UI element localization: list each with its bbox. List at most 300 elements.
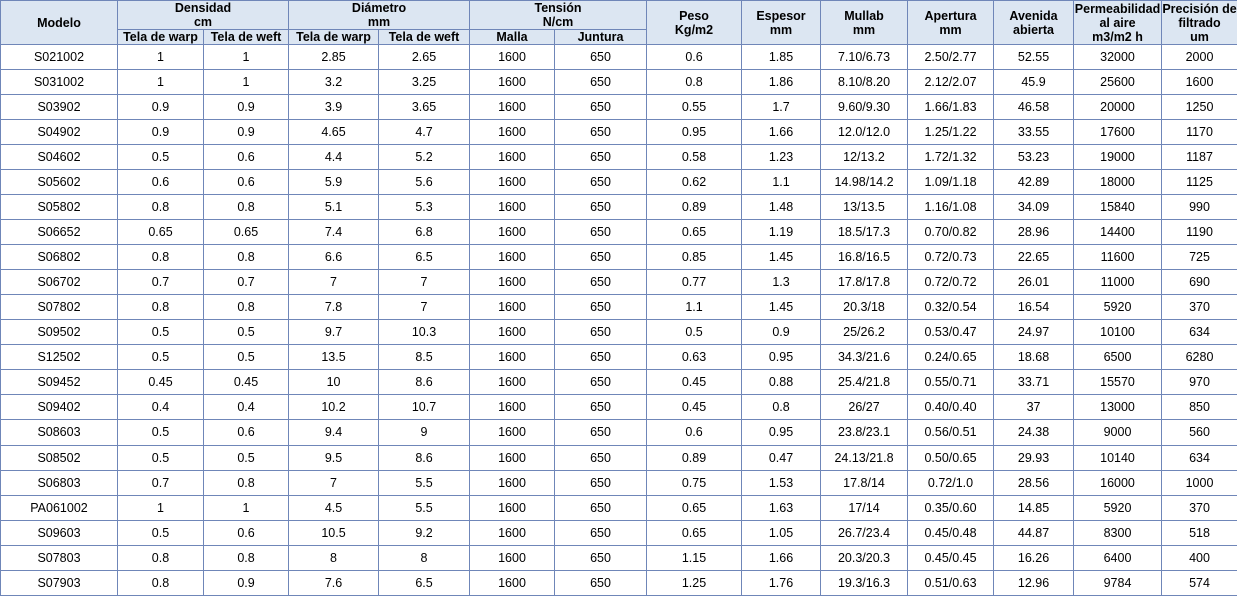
cell-diamweft: 3.65 [379,95,470,120]
cell-dweft: 0.8 [204,545,289,570]
cell-malla: 1600 [470,95,555,120]
cell-modelo: S06803 [1,470,118,495]
header-tension [470,1,647,30]
cell-apertura: 0.72/1.0 [908,470,994,495]
cell-espesor: 0.47 [742,445,821,470]
cell-malla: 1600 [470,245,555,270]
cell-juntura: 650 [555,445,647,470]
cell-espesor: 1.63 [742,495,821,520]
cell-espesor: 1.45 [742,295,821,320]
cell-avenida: 16.54 [994,295,1074,320]
cell-precision: 574 [1162,570,1237,595]
cell-dwarp: 0.65 [118,220,204,245]
cell-mullab: 14.98/14.2 [821,170,908,195]
cell-dwarp: 0.8 [118,245,204,270]
cell-malla: 1600 [470,145,555,170]
header-densidad-weft: Tela de weft [204,30,289,45]
cell-permeab: 15840 [1074,195,1162,220]
cell-diamwarp: 3.9 [289,95,379,120]
cell-diamwarp: 7 [289,270,379,295]
cell-apertura: 1.09/1.18 [908,170,994,195]
cell-malla: 1600 [470,270,555,295]
header-modelo: Modelo [1,1,118,45]
cell-malla: 1600 [470,70,555,95]
cell-peso: 0.58 [647,145,742,170]
cell-modelo: S09402 [1,395,118,420]
cell-dweft: 0.8 [204,470,289,495]
header-densidad-title: Densidad [174,1,232,15]
cell-diamweft: 8 [379,545,470,570]
cell-dwarp: 0.6 [118,170,204,195]
cell-juntura: 650 [555,345,647,370]
cell-juntura: 650 [555,370,647,395]
cell-espesor: 1.66 [742,120,821,145]
cell-diamweft: 8.6 [379,445,470,470]
cell-dwarp: 0.8 [118,545,204,570]
cell-peso: 0.5 [647,320,742,345]
cell-mullab: 8.10/8.20 [821,70,908,95]
cell-mullab: 17/14 [821,495,908,520]
cell-mullab: 26.7/23.4 [821,520,908,545]
cell-dweft: 0.9 [204,570,289,595]
cell-precision: 1000 [1162,470,1237,495]
cell-modelo: S06652 [1,220,118,245]
cell-modelo: S03902 [1,95,118,120]
cell-espesor: 1.1 [742,170,821,195]
cell-diamwarp: 10.5 [289,520,379,545]
table-row [1,545,1237,570]
cell-precision: 1250 [1162,95,1237,120]
cell-mullab: 17.8/17.8 [821,270,908,295]
cell-diamweft: 4.7 [379,120,470,145]
header-espesor-title: Espesor [756,8,806,23]
cell-diamwarp: 2.85 [289,45,379,70]
cell-mullab: 13/13.5 [821,195,908,220]
cell-peso: 0.89 [647,445,742,470]
header-tension-unit: N/cm [542,15,574,29]
cell-juntura: 650 [555,195,647,220]
cell-diamweft: 5.5 [379,470,470,495]
cell-espesor: 1.45 [742,245,821,270]
cell-juntura: 650 [555,220,647,245]
cell-modelo: S07803 [1,545,118,570]
cell-juntura: 650 [555,520,647,545]
cell-avenida: 45.9 [994,70,1074,95]
cell-precision: 1125 [1162,170,1237,195]
table-row [1,170,1237,195]
header-peso-title: Peso [679,8,709,23]
cell-permeab: 19000 [1074,145,1162,170]
cell-modelo: S09452 [1,370,118,395]
cell-juntura: 650 [555,70,647,95]
cell-dwarp: 0.5 [118,420,204,445]
cell-dwarp: 0.7 [118,270,204,295]
cell-precision: 6280 [1162,345,1237,370]
cell-peso: 1.15 [647,545,742,570]
header-densidad [118,1,289,30]
header-diametro-weft: Tela de weft [379,30,470,45]
cell-permeab: 14400 [1074,220,1162,245]
cell-avenida: 14.85 [994,495,1074,520]
cell-permeab: 10100 [1074,320,1162,345]
cell-peso: 0.65 [647,220,742,245]
cell-espesor: 1.05 [742,520,821,545]
cell-espesor: 0.95 [742,345,821,370]
cell-mullab: 12.0/12.0 [821,120,908,145]
table-row [1,270,1237,295]
header-precision [1162,1,1237,45]
cell-juntura: 650 [555,570,647,595]
cell-modelo: S04902 [1,120,118,145]
cell-permeab: 5920 [1074,295,1162,320]
cell-dweft: 1 [204,495,289,520]
header-mullab [821,1,908,45]
cell-dwarp: 0.4 [118,395,204,420]
cell-peso: 0.77 [647,270,742,295]
cell-malla: 1600 [470,445,555,470]
cell-espesor: 1.23 [742,145,821,170]
cell-apertura: 1.72/1.32 [908,145,994,170]
cell-peso: 0.45 [647,370,742,395]
cell-apertura: 1.66/1.83 [908,95,994,120]
cell-avenida: 18.68 [994,345,1074,370]
cell-permeab: 6500 [1074,345,1162,370]
cell-diamwarp: 13.5 [289,345,379,370]
table-row [1,45,1237,70]
header-precision-title: Precisión de filtrado [1162,1,1237,30]
cell-precision: 850 [1162,395,1237,420]
cell-espesor: 1.48 [742,195,821,220]
header-tension-malla: Malla [470,30,555,45]
cell-avenida: 33.55 [994,120,1074,145]
cell-espesor: 1.85 [742,45,821,70]
cell-dweft: 0.8 [204,195,289,220]
header-densidad-warp: Tela de warp [118,30,204,45]
cell-espesor: 1.7 [742,95,821,120]
cell-espesor: 1.3 [742,270,821,295]
cell-juntura: 650 [555,245,647,270]
header-precision-unit: um [1190,29,1209,44]
cell-espesor: 1.53 [742,470,821,495]
cell-modelo: S021002 [1,45,118,70]
cell-malla: 1600 [470,195,555,220]
cell-permeab: 13000 [1074,395,1162,420]
cell-apertura: 0.32/0.54 [908,295,994,320]
cell-dweft: 0.5 [204,445,289,470]
cell-diamwarp: 7.8 [289,295,379,320]
cell-apertura: 0.72/0.73 [908,245,994,270]
header-apertura [908,1,994,45]
table-row [1,70,1237,95]
cell-avenida: 28.56 [994,470,1074,495]
cell-mullab: 24.13/21.8 [821,445,908,470]
cell-diamwarp: 5.9 [289,170,379,195]
header-diametro-warp: Tela de warp [289,30,379,45]
cell-modelo: PA061002 [1,495,118,520]
cell-malla: 1600 [470,295,555,320]
cell-diamweft: 5.2 [379,145,470,170]
table-row [1,345,1237,370]
cell-malla: 1600 [470,220,555,245]
cell-apertura: 0.24/0.65 [908,345,994,370]
cell-malla: 1600 [470,45,555,70]
cell-dweft: 0.5 [204,345,289,370]
header-avenida-title: Avenida abierta [1009,8,1058,37]
cell-diamweft: 6.5 [379,570,470,595]
cell-avenida: 22.65 [994,245,1074,270]
cell-avenida: 42.89 [994,170,1074,195]
cell-espesor: 1.86 [742,70,821,95]
header-mullab-title: Mullab [844,8,884,23]
table-row [1,570,1237,595]
header-permeabilidad-title: Permeabilidad al aire [1074,1,1161,30]
cell-diamweft: 5.5 [379,495,470,520]
cell-diamwarp: 6.6 [289,245,379,270]
cell-avenida: 44.87 [994,520,1074,545]
cell-juntura: 650 [555,120,647,145]
cell-dweft: 0.6 [204,420,289,445]
cell-diamwarp: 9.7 [289,320,379,345]
cell-apertura: 0.45/0.48 [908,520,994,545]
cell-dweft: 0.5 [204,320,289,345]
cell-mullab: 16.8/16.5 [821,245,908,270]
cell-apertura: 0.35/0.60 [908,495,994,520]
header-apertura-unit: mm [939,22,962,37]
cell-precision: 370 [1162,495,1237,520]
cell-permeab: 9784 [1074,570,1162,595]
cell-peso: 0.65 [647,495,742,520]
cell-permeab: 8300 [1074,520,1162,545]
cell-peso: 0.89 [647,195,742,220]
cell-diamwarp: 4.4 [289,145,379,170]
header-tension-juntura: Juntura [555,30,647,45]
cell-permeab: 25600 [1074,70,1162,95]
cell-permeab: 18000 [1074,170,1162,195]
cell-modelo: S031002 [1,70,118,95]
header-permeabilidad [1074,1,1162,45]
cell-precision: 370 [1162,295,1237,320]
cell-diamweft: 7 [379,270,470,295]
cell-dweft: 0.8 [204,295,289,320]
cell-avenida: 26.01 [994,270,1074,295]
cell-mullab: 25.4/21.8 [821,370,908,395]
table-row [1,470,1237,495]
header-diametro-unit: mm [367,15,391,29]
cell-precision: 634 [1162,445,1237,470]
cell-mullab: 9.60/9.30 [821,95,908,120]
cell-malla: 1600 [470,420,555,445]
cell-mullab: 7.10/6.73 [821,45,908,70]
table-body [1,45,1237,596]
cell-avenida: 33.71 [994,370,1074,395]
cell-diamwarp: 7.6 [289,570,379,595]
cell-diamwarp: 10.2 [289,395,379,420]
cell-dweft: 0.7 [204,270,289,295]
cell-permeab: 20000 [1074,95,1162,120]
cell-peso: 0.8 [647,70,742,95]
header-tension-title: Tensión [534,1,582,15]
cell-mullab: 19.3/16.3 [821,570,908,595]
cell-malla: 1600 [470,395,555,420]
table-row [1,95,1237,120]
cell-malla: 1600 [470,345,555,370]
cell-permeab: 15570 [1074,370,1162,395]
cell-dwarp: 0.5 [118,320,204,345]
cell-juntura: 650 [555,495,647,520]
cell-juntura: 650 [555,145,647,170]
cell-peso: 0.55 [647,95,742,120]
cell-diamweft: 7 [379,295,470,320]
cell-dweft: 1 [204,70,289,95]
cell-diamweft: 6.5 [379,245,470,270]
header-avenida [994,1,1074,45]
cell-malla: 1600 [470,545,555,570]
table-row [1,320,1237,345]
cell-juntura: 650 [555,420,647,445]
cell-dwarp: 1 [118,495,204,520]
cell-dwarp: 0.5 [118,520,204,545]
cell-malla: 1600 [470,120,555,145]
cell-avenida: 37 [994,395,1074,420]
cell-modelo: S04602 [1,145,118,170]
cell-espesor: 0.88 [742,370,821,395]
cell-avenida: 52.55 [994,45,1074,70]
cell-avenida: 29.93 [994,445,1074,470]
header-peso [647,1,742,45]
cell-juntura: 650 [555,170,647,195]
cell-diamwarp: 9.4 [289,420,379,445]
cell-dwarp: 0.9 [118,95,204,120]
table-row [1,220,1237,245]
cell-malla: 1600 [470,495,555,520]
cell-diamwarp: 4.65 [289,120,379,145]
cell-precision: 990 [1162,195,1237,220]
header-mullab-unit: mm [852,22,876,37]
cell-diamwarp: 3.2 [289,70,379,95]
header-row-group [1,1,1237,30]
cell-peso: 0.75 [647,470,742,495]
cell-diamweft: 9.2 [379,520,470,545]
cell-malla: 1600 [470,520,555,545]
cell-diamwarp: 7.4 [289,220,379,245]
cell-diamwarp: 8 [289,545,379,570]
cell-espesor: 0.95 [742,420,821,445]
cell-precision: 634 [1162,320,1237,345]
cell-apertura: 1.25/1.22 [908,120,994,145]
cell-precision: 518 [1162,520,1237,545]
table-row [1,395,1237,420]
cell-juntura: 650 [555,95,647,120]
cell-dweft: 0.6 [204,520,289,545]
table-row [1,195,1237,220]
cell-espesor: 1.66 [742,545,821,570]
table-row [1,495,1237,520]
cell-peso: 0.63 [647,345,742,370]
cell-apertura: 0.56/0.51 [908,420,994,445]
cell-mullab: 25/26.2 [821,320,908,345]
cell-precision: 400 [1162,545,1237,570]
cell-espesor: 1.76 [742,570,821,595]
cell-permeab: 11600 [1074,245,1162,270]
cell-dwarp: 0.9 [118,120,204,145]
cell-malla: 1600 [470,370,555,395]
cell-diamweft: 5.3 [379,195,470,220]
cell-dwarp: 0.5 [118,445,204,470]
cell-precision: 690 [1162,270,1237,295]
cell-malla: 1600 [470,320,555,345]
table-row [1,120,1237,145]
cell-peso: 0.85 [647,245,742,270]
cell-avenida: 12.96 [994,570,1074,595]
header-espesor [742,1,821,45]
cell-juntura: 650 [555,45,647,70]
cell-dwarp: 1 [118,45,204,70]
cell-dwarp: 0.45 [118,370,204,395]
cell-apertura: 0.70/0.82 [908,220,994,245]
cell-dweft: 1 [204,45,289,70]
cell-apertura: 0.72/0.72 [908,270,994,295]
table-header [1,1,1237,45]
table-row [1,420,1237,445]
cell-juntura: 650 [555,470,647,495]
cell-malla: 1600 [470,170,555,195]
cell-dweft: 0.6 [204,145,289,170]
cell-avenida: 34.09 [994,195,1074,220]
cell-precision: 1187 [1162,145,1237,170]
cell-diamwarp: 4.5 [289,495,379,520]
cell-dwarp: 0.5 [118,345,204,370]
cell-precision: 2000 [1162,45,1237,70]
cell-diamweft: 5.6 [379,170,470,195]
cell-precision: 560 [1162,420,1237,445]
cell-diamweft: 10.7 [379,395,470,420]
cell-modelo: S06702 [1,270,118,295]
cell-avenida: 28.96 [994,220,1074,245]
cell-diamwarp: 7 [289,470,379,495]
cell-modelo: S12502 [1,345,118,370]
cell-dwarp: 0.5 [118,145,204,170]
cell-precision: 1600 [1162,70,1237,95]
cell-mullab: 34.3/21.6 [821,345,908,370]
cell-permeab: 10140 [1074,445,1162,470]
cell-permeab: 17600 [1074,120,1162,145]
cell-permeab: 16000 [1074,470,1162,495]
cell-apertura: 2.50/2.77 [908,45,994,70]
cell-precision: 970 [1162,370,1237,395]
cell-avenida: 16.26 [994,545,1074,570]
cell-diamwarp: 10 [289,370,379,395]
cell-modelo: S08502 [1,445,118,470]
cell-juntura: 650 [555,270,647,295]
cell-mullab: 23.8/23.1 [821,420,908,445]
cell-apertura: 1.16/1.08 [908,195,994,220]
cell-avenida: 53.23 [994,145,1074,170]
header-permeabilidad-unit: m3/m2 h [1092,29,1143,44]
table-row [1,245,1237,270]
cell-mullab: 20.3/18 [821,295,908,320]
cell-apertura: 0.51/0.63 [908,570,994,595]
cell-mullab: 26/27 [821,395,908,420]
cell-modelo: S05602 [1,170,118,195]
cell-precision: 1170 [1162,120,1237,145]
cell-juntura: 650 [555,295,647,320]
cell-diamweft: 8.5 [379,345,470,370]
header-diametro-title: Diámetro [351,1,407,15]
cell-espesor: 1.19 [742,220,821,245]
cell-permeab: 5920 [1074,495,1162,520]
cell-diamweft: 2.65 [379,45,470,70]
cell-dwarp: 0.8 [118,570,204,595]
